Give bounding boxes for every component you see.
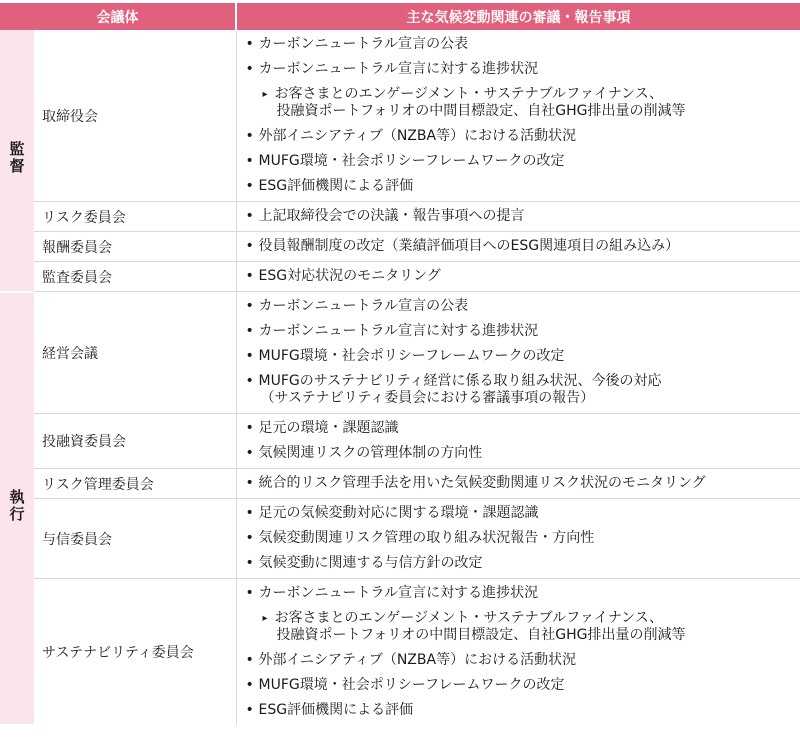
table-row <box>0 579 800 726</box>
agenda-list <box>245 204 800 229</box>
agenda-item-text: • 統合的リスク管理手法を用いた気候変動関連リスク状況のモニタリング <box>259 475 800 492</box>
header-agenda: 主な気候変動関連の審議・報告事項 <box>236 3 800 30</box>
table-row <box>0 232 800 262</box>
agenda-item-text: • カーボンニュートラル宣言の公表 <box>259 298 800 315</box>
agenda-item-text: • ESG評価機関による評価 <box>259 178 800 195</box>
agenda-item-text: • 役員報酬制度の改定（業績評価項目へのESG関連項目の組み込み） <box>259 238 800 255</box>
agenda-item-text: • MUFG環境・社会ポリシーフレームワークの改定 <box>259 677 800 694</box>
agenda-item-text: 投融資ポートフォリオの中間目標設定、自社GHG排出量の削減等 <box>275 627 800 644</box>
table-row <box>0 262 800 292</box>
meeting-body-name: リスク委員会 <box>34 202 236 232</box>
table-body <box>0 30 800 725</box>
agenda-item <box>245 698 800 723</box>
agenda-list <box>245 294 800 411</box>
table-row <box>0 292 800 414</box>
agenda-item <box>245 441 800 466</box>
group-cell <box>0 30 34 292</box>
agenda-item <box>245 204 800 229</box>
agenda-sub-item <box>245 606 800 648</box>
agenda-item-text: • ESG評価機関による評価 <box>259 702 800 719</box>
agenda-item <box>245 369 800 411</box>
agenda-item-text: • ESG対応状況のモニタリング <box>259 268 800 285</box>
agenda-item-text: ▸ お客さまとのエンゲージメント・サステナブルファイナンス、 <box>275 610 800 627</box>
agenda-item <box>245 673 800 698</box>
agenda-item <box>245 648 800 673</box>
group-label: 執行 <box>7 489 28 523</box>
agenda-item-text: • MUFG環境・社会ポリシーフレームワークの改定 <box>259 348 800 365</box>
meeting-body-name: 監査委員会 <box>34 262 236 292</box>
agenda-cell <box>236 579 800 726</box>
table-row <box>0 30 800 202</box>
agenda-list <box>245 581 800 723</box>
agenda-item-text: • MUFG環境・社会ポリシーフレームワークの改定 <box>259 153 800 170</box>
agenda-item <box>245 319 800 344</box>
agenda-item-text: 投融資ポートフォリオの中間目標設定、自社GHG排出量の削減等 <box>275 103 800 120</box>
agenda-item-text: • カーボンニュートラル宣言の公表 <box>259 36 800 53</box>
agenda-list <box>245 416 800 466</box>
agenda-cell <box>236 499 800 579</box>
agenda-list <box>245 32 800 199</box>
agenda-item-text: • カーボンニュートラル宣言に対する進捗状況 <box>259 323 800 340</box>
meeting-body-name: リスク管理委員会 <box>34 469 236 499</box>
agenda-item <box>245 551 800 576</box>
agenda-cell <box>236 262 800 292</box>
agenda-item <box>245 32 800 57</box>
agenda-item <box>245 234 800 259</box>
header-row <box>0 3 800 30</box>
agenda-item <box>245 581 800 606</box>
agenda-item-text: • 足元の気候変動対応に関する環境・課題認識 <box>259 505 800 522</box>
meeting-body-name: 与信委員会 <box>34 499 236 579</box>
agenda-item <box>245 264 800 289</box>
agenda-cell <box>236 414 800 469</box>
agenda-list <box>245 264 800 289</box>
agenda-cell <box>236 232 800 262</box>
agenda-item <box>245 174 800 199</box>
table-row <box>0 414 800 469</box>
agenda-cell <box>236 469 800 499</box>
governance-table <box>0 3 800 726</box>
agenda-item-text: • MUFGのサステナビリティ経営に係る取り組み状況、今後の対応 <box>259 373 800 390</box>
agenda-item <box>245 471 800 496</box>
agenda-item-text: • 気候変動関連リスク管理の取り組み状況報告・方向性 <box>259 530 800 547</box>
agenda-cell <box>236 30 800 202</box>
header-meeting-body: 会議体 <box>0 3 236 30</box>
meeting-body-name: 取締役会 <box>34 30 236 202</box>
agenda-cell <box>236 292 800 414</box>
agenda-item-text: • カーボンニュートラル宣言に対する進捗状況 <box>259 61 800 78</box>
agenda-item-text: • 上記取締役会での決議・報告事項への提言 <box>259 208 800 225</box>
agenda-item-text: • カーボンニュートラル宣言に対する進捗状況 <box>259 585 800 602</box>
agenda-item <box>245 501 800 526</box>
agenda-item-text: • 足元の環境・課題認識 <box>259 420 800 437</box>
group-cell <box>0 292 34 726</box>
table-row <box>0 499 800 579</box>
agenda-item-text: （サステナビリティ委員会における審議事項の報告） <box>259 390 800 407</box>
table-row <box>0 202 800 232</box>
meeting-body-name: 報酬委員会 <box>34 232 236 262</box>
agenda-list <box>245 501 800 576</box>
agenda-item <box>245 416 800 441</box>
agenda-list <box>245 234 800 259</box>
group-label: 監督 <box>7 141 28 175</box>
agenda-item <box>245 294 800 319</box>
agenda-item <box>245 124 800 149</box>
agenda-item-text: • 外部イニシアティブ（NZBA等）における活動状況 <box>259 652 800 669</box>
table-row <box>0 469 800 499</box>
agenda-item-text: ▸ お客さまとのエンゲージメント・サステナブルファイナンス、 <box>275 86 800 103</box>
meeting-body-name: サステナビリティ委員会 <box>34 579 236 726</box>
agenda-item-text: • 気候変動に関連する与信方針の改定 <box>259 555 800 572</box>
agenda-item-text: • 気候関連リスクの管理体制の方向性 <box>259 445 800 462</box>
agenda-item <box>245 344 800 369</box>
agenda-item <box>245 149 800 174</box>
agenda-sub-item <box>245 82 800 124</box>
agenda-item <box>245 57 800 82</box>
agenda-item-text: • 外部イニシアティブ（NZBA等）における活動状況 <box>259 128 800 145</box>
agenda-item <box>245 526 800 551</box>
agenda-list <box>245 471 800 496</box>
meeting-body-name: 投融資委員会 <box>34 414 236 469</box>
agenda-cell <box>236 202 800 232</box>
meeting-body-name: 経営会議 <box>34 292 236 414</box>
